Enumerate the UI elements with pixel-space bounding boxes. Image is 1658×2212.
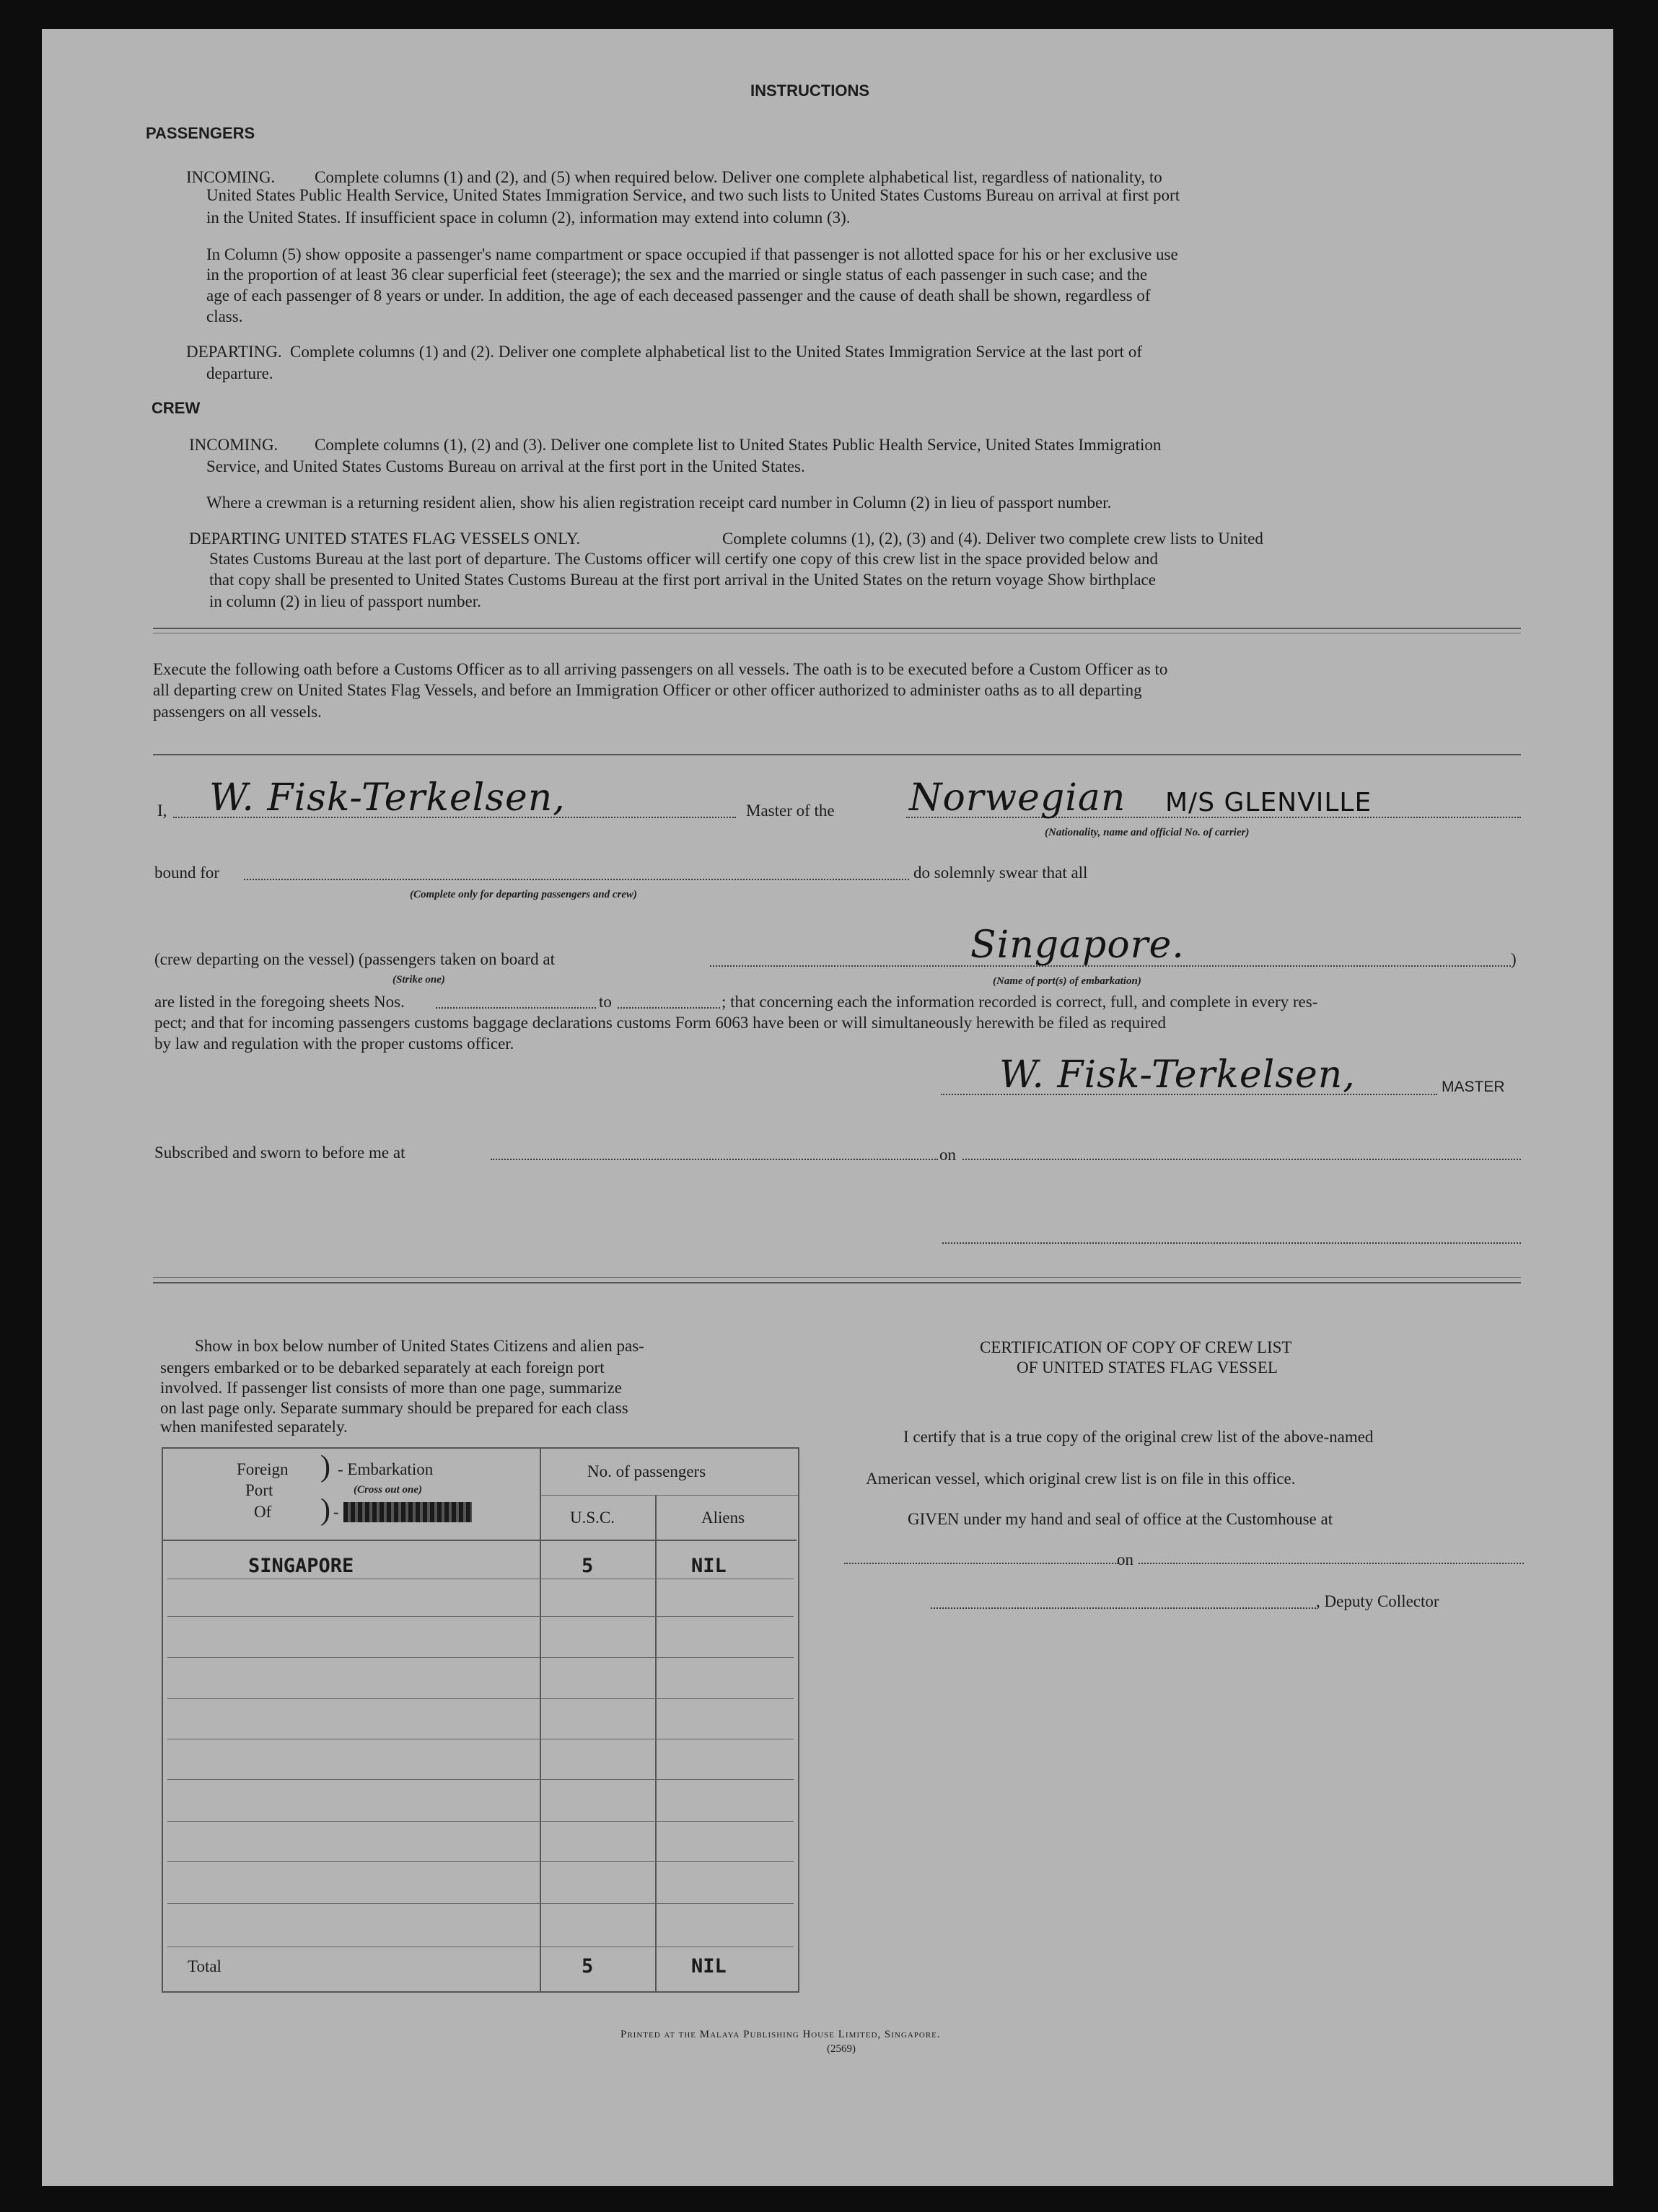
table-row bbox=[167, 1616, 794, 1617]
certification-date-line bbox=[1139, 1563, 1524, 1564]
certification-on-label: on bbox=[1117, 1550, 1133, 1568]
summary-note-line-2: sengers embarked or to be debarked separately at each foreign port bbox=[160, 1359, 605, 1377]
table-header-of: Of bbox=[254, 1503, 272, 1521]
certification-line-2: American vessel, which original crew list is on file in this office. bbox=[866, 1470, 1296, 1488]
port-handwritten: Singapore. bbox=[970, 923, 1185, 967]
printer-imprint: Printed at the Malaya Publishing House Limited, Singapore. bbox=[620, 2029, 941, 2040]
certification-title-1: CERTIFICATION OF COPY OF CREW LIST bbox=[980, 1338, 1292, 1356]
strikeout-mark bbox=[343, 1502, 472, 1522]
divider-rule bbox=[153, 1277, 1521, 1278]
divider-rule bbox=[153, 754, 1521, 755]
table-header-dash: - bbox=[333, 1503, 339, 1521]
table-row bbox=[167, 1779, 794, 1780]
departing-label: DEPARTING. bbox=[186, 343, 282, 361]
oath-line-c: by law and regulation with the proper customs officer. bbox=[154, 1035, 514, 1053]
column5-line-1: In Column (5) show opposite a passenger's name compartment or space occupied if that passenger is not allotted space for his or her exclusive use bbox=[206, 245, 1178, 263]
passengers-incoming-line-1: Complete columns (1) and (2), and (5) when required below. Deliver one complete alphabetical list, regardless of nationality, to bbox=[315, 168, 1162, 186]
column5-line-3: age of each passenger of 8 years or under. In addition, the age of each deceased passenger and the cause of death shall be shown, regardless of bbox=[206, 286, 1151, 304]
table-row-aliens: NIL bbox=[691, 1555, 727, 1577]
table-header-embarkation: - Embarkation bbox=[338, 1460, 434, 1478]
passenger-summary-table bbox=[162, 1447, 799, 1993]
passengers-heading: PASSENGERS bbox=[146, 124, 255, 142]
table-row-port: SINGAPORE bbox=[248, 1555, 354, 1577]
subscribed-on-label: on bbox=[939, 1146, 956, 1164]
oath-intro-line-2: all departing crew on United States Flag Vessels, and before an Immigration Officer or other officer authorized to administer oaths as to all departing bbox=[153, 681, 1142, 699]
vessel-name-stamp: M/S GLENVILLE bbox=[1165, 788, 1372, 817]
print-code: (2569) bbox=[827, 2043, 856, 2055]
certification-place-line bbox=[844, 1563, 1118, 1564]
divider-rule bbox=[153, 628, 1521, 629]
subscribed-label: Subscribed and sworn to before me at bbox=[154, 1144, 405, 1162]
table-header-rule bbox=[163, 1540, 797, 1541]
column5-line-4: class. bbox=[206, 307, 243, 325]
column5-line-2: in the proportion of at least 36 clear superficial feet (steerage); the sex and the married or single status of each passenger in such case; and the bbox=[206, 265, 1148, 284]
crew-resident-alien-line: Where a crewman is a returning resident alien, show his alien registration receipt card number in Column (2) in lieu of passport number. bbox=[206, 493, 1112, 512]
bound-for-label: bound for bbox=[154, 864, 220, 882]
summary-note-line-1: Show in box below number of United States Citizens and alien pas- bbox=[195, 1337, 644, 1355]
table-row bbox=[167, 1698, 794, 1699]
crew-departing-line-4: in column (2) in lieu of passport number. bbox=[209, 592, 481, 610]
crew-passengers-label: (crew departing on the vessel) (passengers taken on board at bbox=[154, 950, 555, 968]
crew-incoming-line-1: Complete columns (1), (2) and (3). Deliver one complete list to United States Public Health Service, United States Immigration bbox=[315, 436, 1162, 454]
oath-line-b: pect; and that for incoming passengers customs baggage declarations customs Form 6063 have been or will simultaneously herewith be filed as required bbox=[154, 1014, 1166, 1032]
table-total-aliens: NIL bbox=[691, 1955, 727, 1978]
sheets-label: are listed in the foregoing sheets Nos. bbox=[154, 993, 405, 1011]
certification-title-2: OF UNITED STATES FLAG VESSEL bbox=[1017, 1359, 1278, 1377]
certification-line-3: GIVEN under my hand and seal of office at the Customhouse at bbox=[908, 1510, 1333, 1528]
table-header-no-passengers: No. of passengers bbox=[587, 1462, 706, 1480]
crew-heading: CREW bbox=[152, 399, 201, 417]
passengers-incoming-line-3: in the United States. If insufficient space in column (2), information may extend into column (3). bbox=[206, 209, 851, 227]
crew-departing-line-3: that copy shall be presented to United States Customs Bureau at the first port arrival in the United States on the return voyage Show birthplace bbox=[209, 571, 1156, 589]
master-of-label: Master of the bbox=[746, 802, 835, 820]
table-header-usc: U.S.C. bbox=[570, 1509, 615, 1527]
sheets-to-line bbox=[618, 1007, 720, 1009]
summary-note-line-4: on last page only. Separate summary should be prepared for each class bbox=[160, 1399, 628, 1417]
table-row bbox=[167, 1861, 794, 1862]
strike-caption: (Strike one) bbox=[392, 974, 445, 986]
certification-line-1: I certify that is a true copy of the original crew list of the above-named bbox=[903, 1428, 1374, 1446]
table-header-rule bbox=[541, 1495, 798, 1496]
summary-note-line-3: involved. If passenger list consists of more than one page, summarize bbox=[160, 1379, 623, 1397]
passengers-incoming-line-2: United States Public Health Service, United States Immigration Service, and two such lists to United States Customs Bureau on arrival at first port bbox=[206, 186, 1180, 204]
oath-i-label: I, bbox=[157, 802, 167, 820]
table-bracket: ) bbox=[320, 1450, 330, 1483]
table-header-port: Port bbox=[245, 1481, 273, 1499]
instructions-title: INSTRUCTIONS bbox=[750, 82, 869, 100]
passengers-departing-line-2: departure. bbox=[206, 364, 273, 382]
incoming-label: INCOMING. bbox=[186, 168, 276, 186]
master-label: MASTER bbox=[1442, 1079, 1505, 1095]
summary-note-line-5: when manifested separately. bbox=[160, 1418, 348, 1436]
table-row bbox=[167, 1657, 794, 1658]
table-row-usc: 5 bbox=[582, 1555, 594, 1577]
crew-incoming-label: INCOMING. bbox=[189, 436, 278, 454]
oath-intro-line-1: Execute the following oath before a Customs Officer as to all arriving passengers on all vessels. The oath is to be executed before a Custom Officer as to bbox=[153, 660, 1168, 678]
subscribed-date-line bbox=[962, 1159, 1521, 1160]
table-row bbox=[167, 1903, 794, 1904]
table-header-aliens: Aliens bbox=[701, 1509, 745, 1527]
table-total-label: Total bbox=[188, 1957, 221, 1975]
table-bracket: ) bbox=[320, 1493, 330, 1527]
oath-intro-line-3: passengers on all vessels. bbox=[153, 703, 322, 721]
table-row bbox=[167, 1821, 794, 1822]
crew-departing-line-1: Complete columns (1), (2), (3) and (4). Deliver two complete crew lists to United bbox=[722, 530, 1263, 548]
passengers-departing-line-1: Complete columns (1) and (2). Deliver one complete alphabetical list to the United States Immigration Service at the last port of bbox=[290, 343, 1142, 361]
vessel-caption: (Nationality, name and official No. of carrier) bbox=[1045, 827, 1250, 838]
master-name-handwritten: W. Fisk-Terkelsen, bbox=[209, 776, 566, 820]
sheets-rest: ; that concerning each the information recorded is correct, full, and complete in every res- bbox=[721, 993, 1318, 1011]
table-total-usc: 5 bbox=[582, 1955, 594, 1978]
officer-signature-line bbox=[942, 1242, 1521, 1244]
master-signature: W. Fisk-Terkelsen, bbox=[999, 1053, 1356, 1097]
table-header-foreign: Foreign bbox=[237, 1460, 289, 1478]
table-header-cross-out: (Cross out one) bbox=[354, 1484, 423, 1496]
table-column-divider bbox=[655, 1495, 657, 1991]
bound-for-line bbox=[244, 879, 909, 880]
vessel-nationality-handwritten: Norwegian bbox=[909, 776, 1126, 820]
subscribed-place-line bbox=[491, 1159, 938, 1160]
deputy-collector-label: , Deputy Collector bbox=[1316, 1592, 1439, 1610]
departing-flag-label: DEPARTING UNITED STATES FLAG VESSELS ONLY. bbox=[189, 530, 581, 548]
close-paren: ) bbox=[1511, 950, 1517, 968]
to-label: to bbox=[599, 993, 612, 1011]
sheets-from-line bbox=[436, 1007, 596, 1009]
crew-departing-line-2: States Customs Bureau at the last port of departure. The Customs officer will certify one copy of this crew list in the space provided below and bbox=[209, 550, 1158, 568]
swear-label: do solemnly swear that all bbox=[913, 864, 1088, 882]
divider-rule bbox=[153, 1282, 1521, 1283]
bound-caption: (Complete only for departing passengers and crew) bbox=[410, 889, 637, 900]
crew-incoming-line-2: Service, and United States Customs Bureau on arrival at the first port in the United States. bbox=[206, 457, 805, 475]
table-column-divider bbox=[540, 1447, 541, 1991]
deputy-signature-line bbox=[931, 1607, 1316, 1609]
port-caption: (Name of port(s) of embarkation) bbox=[993, 975, 1141, 987]
